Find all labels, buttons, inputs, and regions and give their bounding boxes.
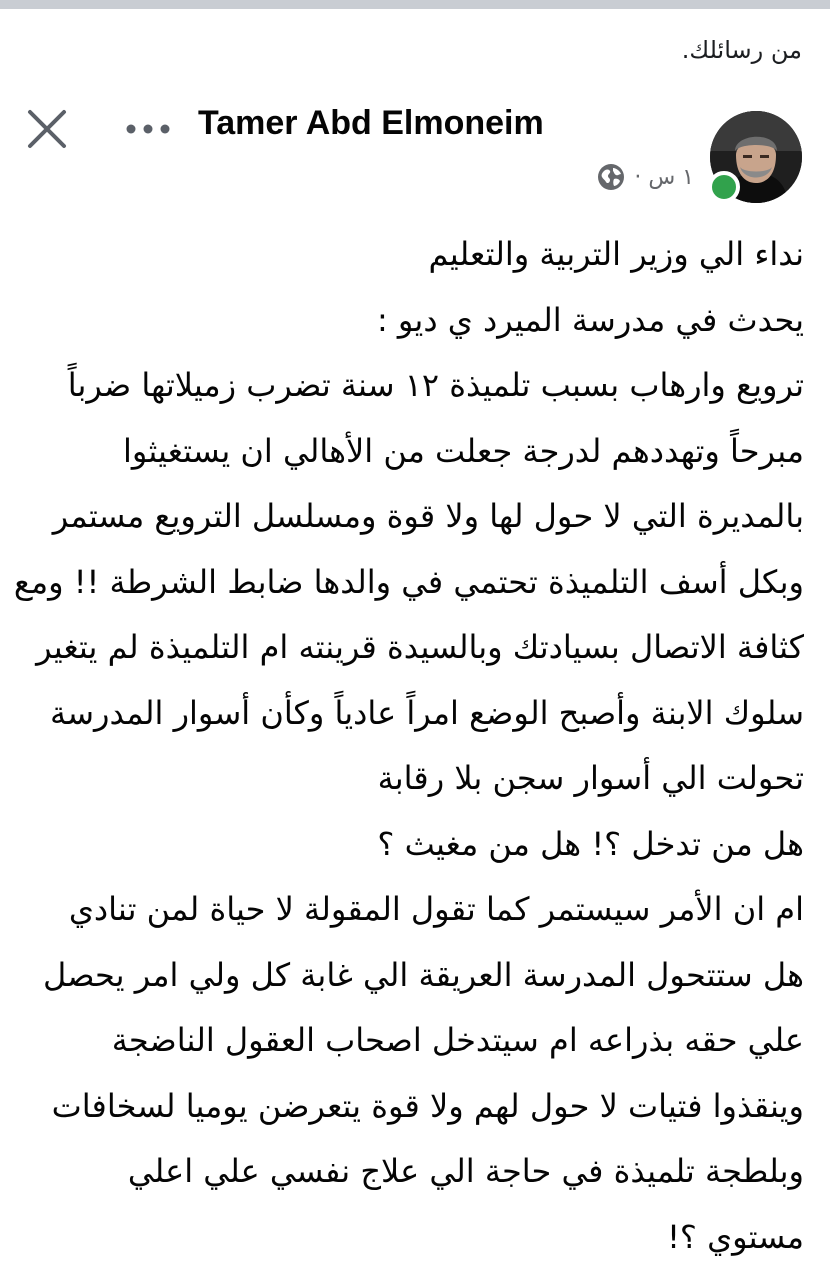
post-text-line: يحدث في مدرسة الميرد ي ديو : [376, 300, 804, 339]
post-text-line: سلوك الابنة وأصبح الوضع امراً عادياً وكأن أسوار المدرسة [50, 693, 804, 732]
post-text [13, 222, 804, 1270]
post-text-line: علي حقه بذراعه ام سيتدخل اصحاب العقول الناضجة [111, 1021, 804, 1059]
close-icon [26, 108, 68, 150]
author-avatar[interactable] [710, 111, 802, 203]
close-button[interactable] [26, 108, 68, 150]
post-meta [596, 158, 694, 196]
post-text-line: ام ان الأمر سيستمر كما تقول المقولة لا حياة لمن تنادي [68, 890, 804, 928]
online-status-badge [708, 171, 740, 203]
post-text-line: بالمديرة التي لا حول لها ولا قوة ومسلسل الترويع مستمر [52, 497, 804, 535]
post-text-line: مستوي ؟! [667, 1217, 804, 1256]
post-text-line: هل من تدخل ؟! هل من مغيث ؟ [377, 824, 804, 863]
post-text-line: نداء الي وزير التربية والتعليم [428, 235, 804, 273]
top-divider [0, 0, 830, 9]
more-icon [124, 112, 172, 146]
post-text-line: وبكل أسف التلميذة تحتمي في والدها ضابط الشرطة !! ومع [13, 562, 804, 601]
author-name[interactable]: Tamer Abd Elmoneim [198, 104, 544, 142]
globe-icon[interactable] [596, 162, 626, 192]
post-text-line: وبلطجة تلميذة في حاجة الي علاج نفسي علي اعلي [127, 1152, 804, 1190]
post-text-line: مبرحاً وتهددهم لدرجة جعلت من الأهالي ان يستغيثوا [122, 431, 804, 470]
breadcrumb[interactable]: من رسائلك. [681, 36, 802, 64]
post-text-line: كثافة الاتصال بسيادتك وبالسيدة قرينته ام التلميذة لم يتغير [36, 628, 804, 666]
post-text-line: وينقذوا فتيات لا حول لهم ولا قوة يتعرضن يوميا لسخافات [51, 1086, 804, 1125]
more-options-button[interactable] [124, 112, 172, 146]
post-timestamp[interactable]: ١ س · [634, 164, 694, 190]
post-text-line: هل ستتحول المدرسة العريقة الي غابة كل ولي امر يحصل [43, 955, 804, 994]
post-text-line: تحولت الي أسوار سجن بلا رقابة [377, 759, 804, 797]
post-text-line: ترويع وارهاب بسبب تلميذة ١٢ سنة تضرب زميلاتها ضرباً [67, 366, 804, 404]
